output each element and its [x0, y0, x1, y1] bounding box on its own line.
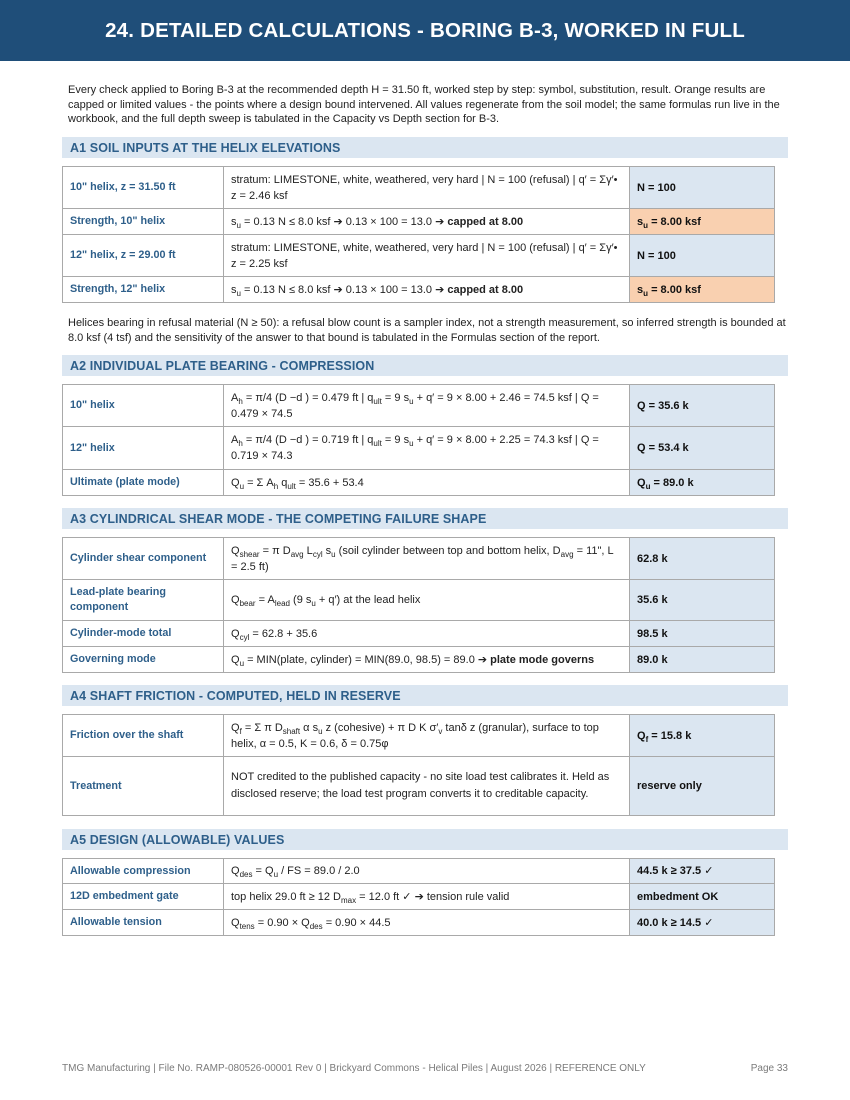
row-label: Allowable tension	[63, 910, 224, 936]
section-a4-table	[62, 714, 775, 816]
row-result: $Q_u = 89.0$ k	[630, 470, 775, 496]
table-row	[63, 385, 775, 427]
table-row	[63, 859, 775, 884]
table-row	[63, 884, 775, 910]
row-result-capped: $s_u = 8.00$ ksf	[630, 209, 775, 235]
section-a5-title: A5 DESIGN (ALLOWABLE) VALUES	[70, 832, 285, 847]
table-row	[63, 538, 775, 580]
section-a1-table	[62, 166, 775, 303]
section-a3-table	[62, 537, 775, 673]
row-formula: top helix 29.0 ft ≥ 12 $D_{max} = 12.0$ ft ✓ ➔ tension rule valid	[224, 884, 630, 910]
section-a2-title: A2 INDIVIDUAL PLATE BEARING - COMPRESSION	[70, 358, 375, 373]
row-result-capped: $s_u = 8.00$ ksf	[630, 277, 775, 303]
row-result: 40.0 k ≥ 14.5 ✓	[630, 910, 775, 936]
row-formula: $s_u = 0.13$ N ≤ 8.0 ksf ➔ 0.13 × 100 = 13.0 ➔ capped at 8.00	[224, 277, 630, 303]
section-a5-header	[62, 829, 788, 850]
row-label: 12" helix	[63, 427, 224, 470]
table-row	[63, 621, 775, 647]
row-formula: $Q_u = \Sigma$ $A_h$ $q_{ult} = 35.6 + 53.4$	[224, 470, 630, 496]
row-result: N = 100	[630, 235, 775, 277]
row-result: 44.5 k ≥ 37.5 ✓	[630, 859, 775, 884]
row-label: Cylinder shear component	[63, 538, 224, 580]
section-a3-header	[62, 508, 788, 529]
row-result: 62.8 k	[630, 538, 775, 580]
row-label: Allowable compression	[63, 859, 224, 884]
footer-text: TMG Manufacturing | File No. RAMP-080526-00001 Rev 0 | Brickyard Commons - Helical Piles | August 2026 | REFERENCE ONLY	[62, 1063, 646, 1074]
row-label: Governing mode	[63, 647, 224, 673]
section-a1-header	[62, 137, 788, 158]
row-formula: $Q_{bear} = A_{lead}$ (9 $s_u + q'$) at the lead helix	[224, 580, 630, 621]
row-result: 35.6 k	[630, 580, 775, 621]
row-result: 89.0 k	[630, 647, 775, 673]
row-label: 12D embedment gate	[63, 884, 224, 910]
row-label: Strength, 12" helix	[63, 277, 224, 303]
table-row	[63, 647, 775, 673]
table-row	[63, 277, 775, 303]
row-formula: $Q_{cyl} = 62.8 + 35.6$	[224, 621, 630, 647]
table-row	[63, 235, 775, 277]
row-label: 10" helix	[63, 385, 224, 427]
table-row	[63, 580, 775, 621]
row-formula: $Q_u$ = MIN(plate, cylinder) = MIN(89.0, 98.5) = 89.0 ➔ plate mode governs	[224, 647, 630, 673]
row-formula: $Q_{tens} = 0.90 \times Q_{des} = 0.90 \times 44.5$	[224, 910, 630, 936]
page-title: 24. DETAILED CALCULATIONS - BORING B-3, WORKED IN FULL	[105, 18, 745, 42]
refusal-note: Helices bearing in refusal material (N ≥ 50): a refusal blow count is a sampler index, not a strength measurement, so inferred strength is bounded at 8.0 ksf (4 tsf) and the sensitivity of the answer to that bound is tabulated in the Formulas section of the report.	[68, 317, 786, 344]
row-label: 12" helix, z = 29.00 ft	[63, 235, 224, 277]
table-row	[63, 209, 775, 235]
page-number: Page 33	[750, 1063, 788, 1074]
table-row	[63, 427, 775, 470]
row-formula: $Q_{shear} = \pi$ $D_{avg}$ $L_{cyl}$ $s_u$ (soil cylinder between top and bottom helix, $D_{avg} = 11$", L = 2.5 ft)	[224, 538, 630, 580]
row-result: embedment OK	[630, 884, 775, 910]
row-label: Cylinder-mode total	[63, 621, 224, 647]
section-a2-header	[62, 355, 788, 376]
intro-paragraph: Every check applied to Boring B-3 at the recommended depth H = 31.50 ft, worked step by step: symbol, substitution, result. Orange results are capped or limited values - the points where a design bound intervened. All values regenerate from the soil model; the same formulas run live in the workbook, and the full depth sweep is tabulated in the Capacity vs Depth section for B-3.	[68, 84, 780, 126]
section-a4-title: A4 SHAFT FRICTION - COMPUTED, HELD IN RESERVE	[70, 688, 401, 703]
row-formula: stratum: LIMESTONE, white, weathered, very hard | N = 100 (refusal) | q′ = Σγ′• z = 2.46 ksf	[224, 167, 630, 209]
row-result: Q = 35.6 k	[630, 385, 775, 427]
row-formula: $Q_f = \Sigma$ π $D_{shaft}$ α $s_u$ z (cohesive) + π D K $\sigma'_v$ tanδ z (granular), surface to top helix, α = 0.5, K = 0.6, δ = 0.75φ	[224, 715, 630, 757]
row-formula: $A_h = \pi/4$ (D −d ) = 0.479 ft | $q_{ult} = 9$ $s_u + q' = 9 \times 8.00 + 2.46 = 74.5$ ksf | Q = 0.479 × 74.5	[224, 385, 630, 427]
row-label: Strength, 10" helix	[63, 209, 224, 235]
row-label: Ultimate (plate mode)	[63, 470, 224, 496]
row-label: Treatment	[63, 757, 224, 816]
row-formula: NOT credited to the published capacity - no site load test calibrates it. Held as disclosed reserve; the load test program converts it to creditable capacity.	[224, 757, 630, 816]
section-a2-table	[62, 384, 775, 496]
section-a4-header	[62, 685, 788, 706]
section-a5-table	[62, 858, 775, 936]
table-row	[63, 715, 775, 757]
row-formula: $Q_{des} = Q_u$ / FS = 89.0 / 2.0	[224, 859, 630, 884]
row-formula: stratum: LIMESTONE, white, weathered, very hard | N = 100 (refusal) | q′ = Σγ′• z = 2.25 ksf	[224, 235, 630, 277]
table-row	[63, 910, 775, 936]
row-formula: $s_u = 0.13$ N ≤ 8.0 ksf ➔ 0.13 × 100 = 13.0 ➔ capped at 8.00	[224, 209, 630, 235]
section-a1-title: A1 SOIL INPUTS AT THE HELIX ELEVATIONS	[70, 140, 341, 155]
page-footer	[62, 1063, 788, 1074]
row-formula: $A_h = \pi/4$ (D −d ) = 0.719 ft | $q_{ult} = 9$ $s_u + q' = 9 \times 8.00 + 2.25 = 74.3$ ksf | Q = 0.719 × 74.3	[224, 427, 630, 470]
section-a3-title: A3 CYLINDRICAL SHEAR MODE - THE COMPETING FAILURE SHAPE	[70, 511, 487, 526]
row-label: 10" helix, z = 31.50 ft	[63, 167, 224, 209]
row-result: N = 100	[630, 167, 775, 209]
row-result: Q = 53.4 k	[630, 427, 775, 470]
page-banner	[0, 0, 850, 61]
table-row	[63, 470, 775, 496]
row-result: 98.5 k	[630, 621, 775, 647]
row-result: $Q_f = 15.8$ k	[630, 715, 775, 757]
table-row	[63, 167, 775, 209]
table-row	[63, 757, 775, 816]
row-label: Lead-plate bearing component	[63, 580, 224, 621]
row-label: Friction over the shaft	[63, 715, 224, 757]
row-result: reserve only	[630, 757, 775, 816]
